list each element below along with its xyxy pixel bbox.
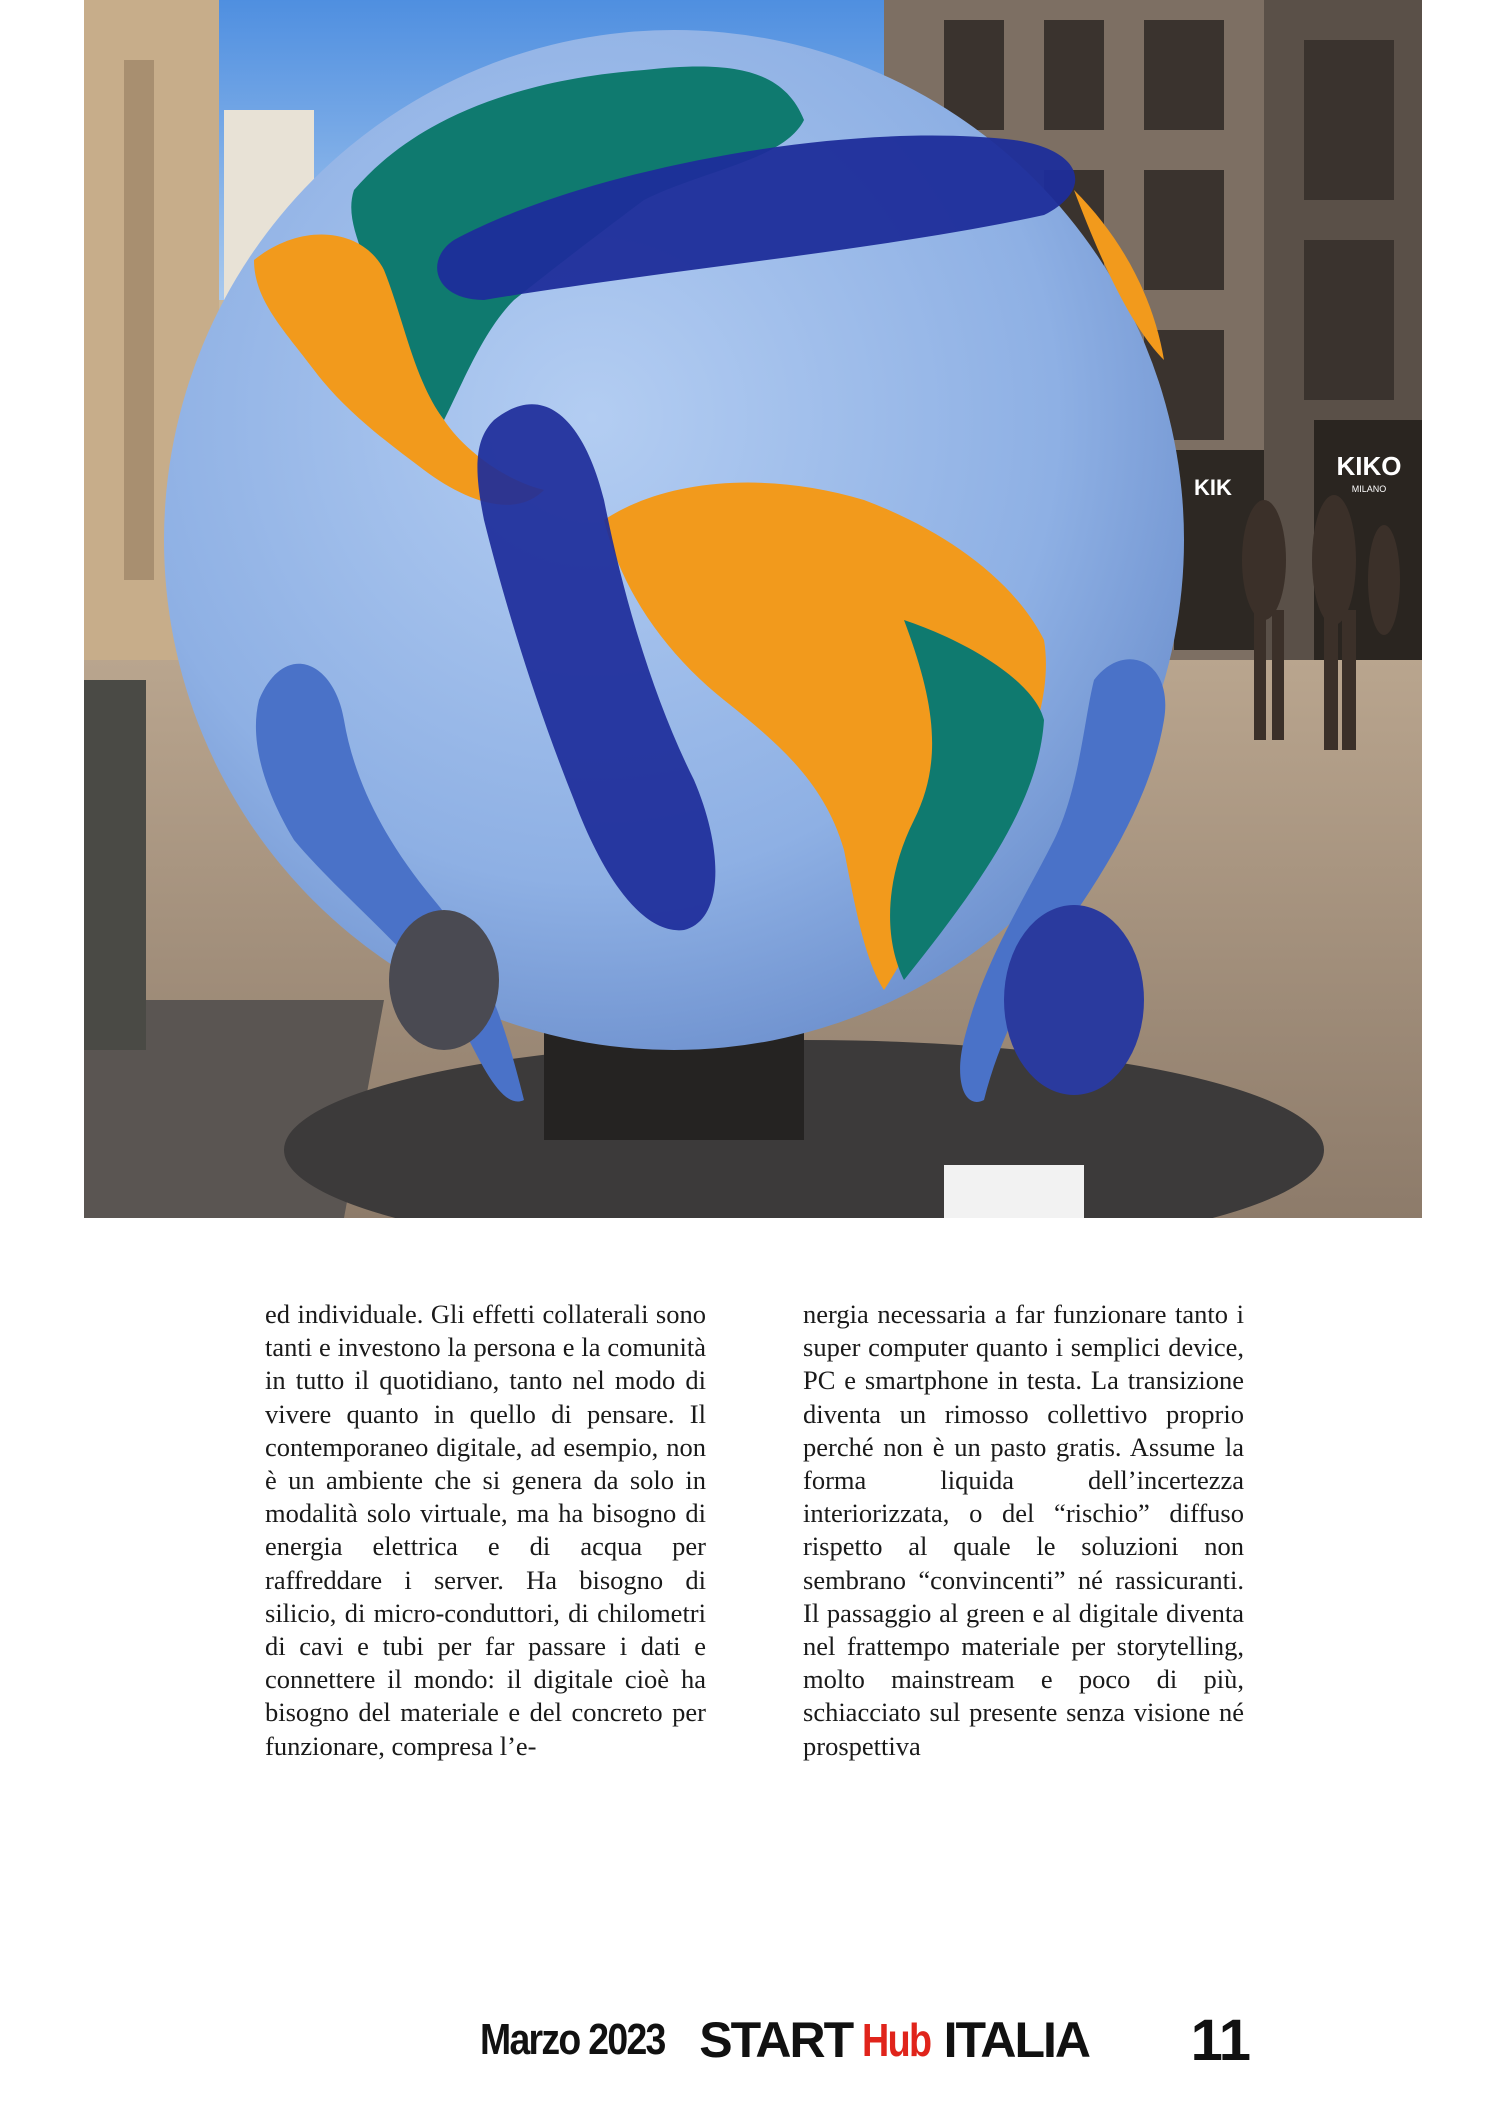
- article-text-right: nergia necessaria a far funzionare tanto i super computer quanto i semplici device, PC e smartphone in testa. La transizione diventa un rimosso collettivo proprio perché non è un pasto gratis. Assume la forma liquida dell’incertezza interiorizzata, o del “rischio” diffuso rispetto al quale le soluzioni non sembrano “convincenti” né rassicuranti. Il passaggio al green e al digitale diventa nel frattempo materiale per storytelling, molto mainstream e poco di più, schiacciato sul presente senza visione né prospettiva: [803, 1299, 1244, 1761]
- kiko-sign-sub: MILANO: [1351, 484, 1387, 494]
- brand-italia: ITALIA: [943, 2012, 1089, 2068]
- brand-start: START: [699, 2012, 853, 2068]
- trash-bin: [84, 680, 146, 1050]
- brand-hub: Hub: [862, 2014, 931, 2066]
- qr-code-card: [944, 1165, 1084, 1218]
- page-footer: [480, 2002, 1250, 2078]
- street-scene-illustration: [84, 0, 1422, 1218]
- kiko-sign-left: KIK: [1194, 475, 1232, 500]
- kiko-sign: KIKO: [1336, 451, 1402, 481]
- globe-sculpture-photo: [84, 0, 1422, 1218]
- article-text-left: ed individuale. Gli effetti collaterali sono tanti e investono la persona e la comunità in tutto il quotidiano, tanto nel modo di vivere quanto in quello di pensare. Il contemporaneo digitale, ad esempio, non è un ambiente che si genera da solo in modalità solo virtuale, ma ha bisogno di energia elettrica e di acqua per raffreddare i server. Ha bisogno di silicio, di micro-conduttori, di chilometri di cavi e tubi per far passare i dati e connettere il mondo: il digitale cioè ha bisogno del materiale e del concreto per funzionare, compresa l’e-: [265, 1299, 706, 1761]
- issue-date: Marzo 2023: [480, 2015, 665, 2064]
- article-column-right: [803, 1298, 1244, 1763]
- page-number: 11: [1190, 2007, 1250, 2073]
- article-column-left: [265, 1298, 706, 1763]
